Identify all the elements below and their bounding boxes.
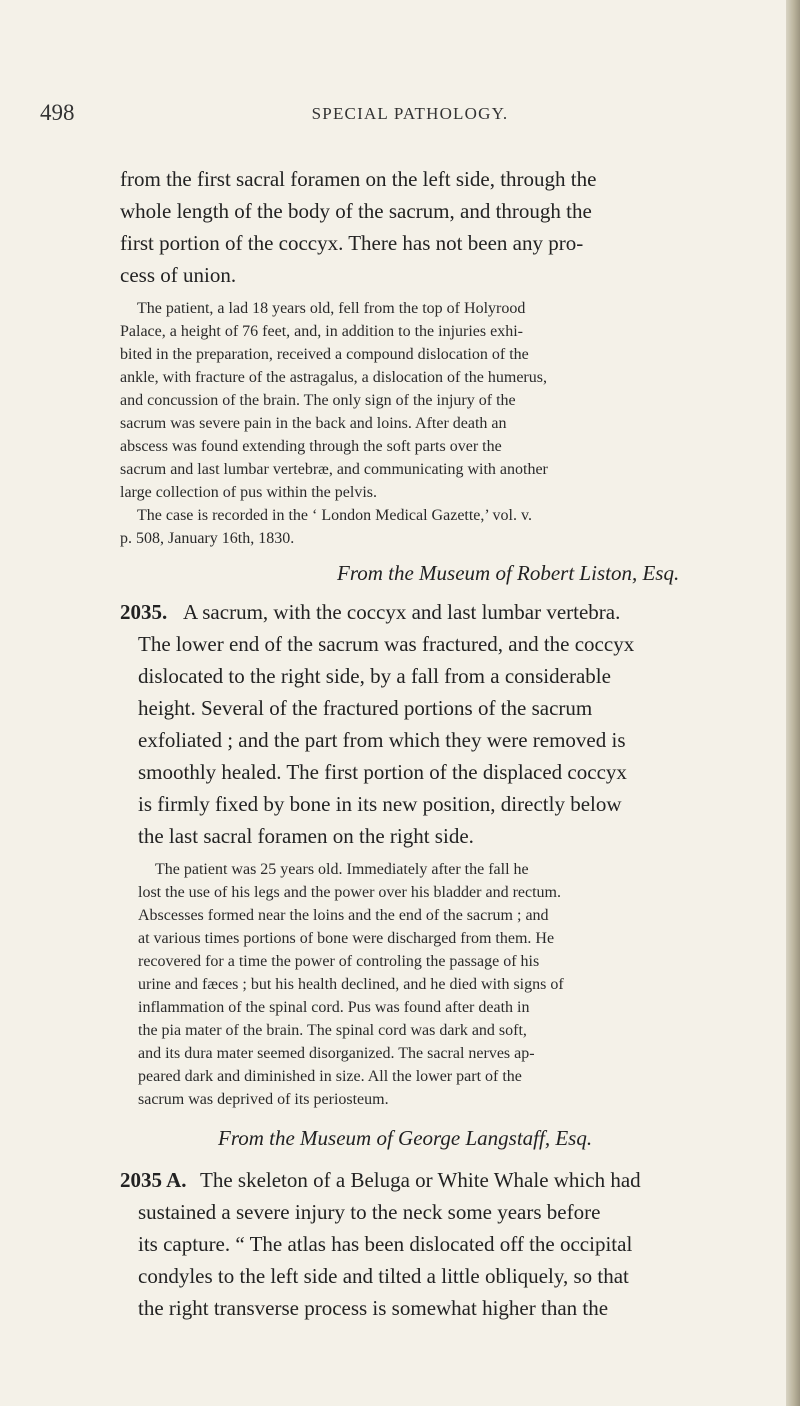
text-line: and concussion of the brain. The only sign of the injury of the [120, 392, 516, 409]
text-line: the right transverse process is somewhat higher than the [138, 1296, 609, 1320]
text-line: sacrum was deprived of its periosteum. [138, 1091, 389, 1108]
provenance-langstaff: From the Museum of George Langstaff, Esq. [218, 1126, 593, 1150]
text-line: from the first sacral foramen on the left side, through the [120, 167, 597, 191]
text-line: exfoliated ; and the part from which they were removed is [138, 728, 626, 752]
text-line: smoothly healed. The first portion of the displaced coccyx [138, 760, 627, 784]
text-line: the pia mater of the brain. The spinal cord was dark and soft, [138, 1022, 527, 1039]
text-line: A sacrum, with the coccyx and last lumbar vertebra. [183, 600, 621, 624]
page-header [0, 98, 800, 138]
text-line: and its dura mater seemed disorganized. The sacral nerves ap- [138, 1045, 535, 1062]
specimen-number: 2035. [120, 600, 168, 624]
text-line: The patient was 25 years old. Immediately after the fall he [155, 861, 529, 878]
text-line: first portion of the coccyx. There has not been any pro- [120, 231, 584, 255]
text-line: peared dark and diminished in size. All the lower part of the [138, 1068, 522, 1085]
text-line: The patient, a lad 18 years old, fell from the top of Holyrood [137, 300, 526, 317]
text-line: sustained a severe injury to the neck some years before [138, 1200, 601, 1224]
provenance-liston: From the Museum of Robert Liston, Esq. [337, 561, 680, 585]
running-title: SPECIAL PATHOLOGY. [311, 104, 509, 123]
text-line: lost the use of his legs and the power over his bladder and rectum. [138, 884, 561, 901]
text-line: the last sacral foramen on the right side. [138, 824, 474, 848]
text-line: p. 508, January 16th, 1830. [120, 530, 295, 547]
text-line: its capture. “ The atlas has been dislocated off the occipital [138, 1232, 633, 1256]
text-line: large collection of pus within the pelvis. [120, 484, 377, 501]
text-line: at various times portions of bone were discharged from them. He [138, 930, 555, 947]
text-line: bited in the preparation, received a compound dislocation of the [120, 346, 529, 363]
text-line: whole length of the body of the sacrum, and through the [120, 199, 592, 223]
text-line: height. Several of the fractured portions of the sacrum [138, 696, 593, 720]
text-line: is firmly fixed by bone in its new position, directly below [138, 792, 622, 816]
text-line: condyles to the left side and tilted a little obliquely, so that [138, 1264, 629, 1288]
text-line: The lower end of the sacrum was fractured, and the coccyx [138, 632, 635, 656]
page-number: 498 [40, 100, 75, 125]
page-edge [786, 0, 800, 1406]
text-line: abscess was found extending through the soft parts over the [120, 438, 502, 455]
text-line: urine and fæces ; but his health declined, and he died with signs of [138, 976, 564, 993]
text-line: Palace, a height of 76 feet, and, in addition to the injuries exhi- [120, 323, 523, 340]
text-line: ankle, with fracture of the astragalus, a dislocation of the humerus, [120, 369, 547, 386]
text-line: The skeleton of a Beluga or White Whale which had [200, 1168, 641, 1192]
text-line: sacrum and last lumbar vertebræ, and communicating with another [120, 461, 548, 478]
text-line: recovered for a time the power of controling the passage of his [138, 953, 540, 970]
text-line: dislocated to the right side, by a fall from a considerable [138, 664, 611, 688]
text-line: Abscesses formed near the loins and the end of the sacrum ; and [138, 907, 549, 924]
text-line: The case is recorded in the ‘ London Medical Gazette,’ vol. v. [137, 507, 532, 524]
text-line: cess of union. [120, 263, 237, 287]
text-line: inflammation of the spinal cord. Pus was found after death in [138, 999, 530, 1016]
text-line: sacrum was severe pain in the back and loins. After death an [120, 415, 507, 432]
specimen-number: 2035 A. [120, 1168, 187, 1192]
